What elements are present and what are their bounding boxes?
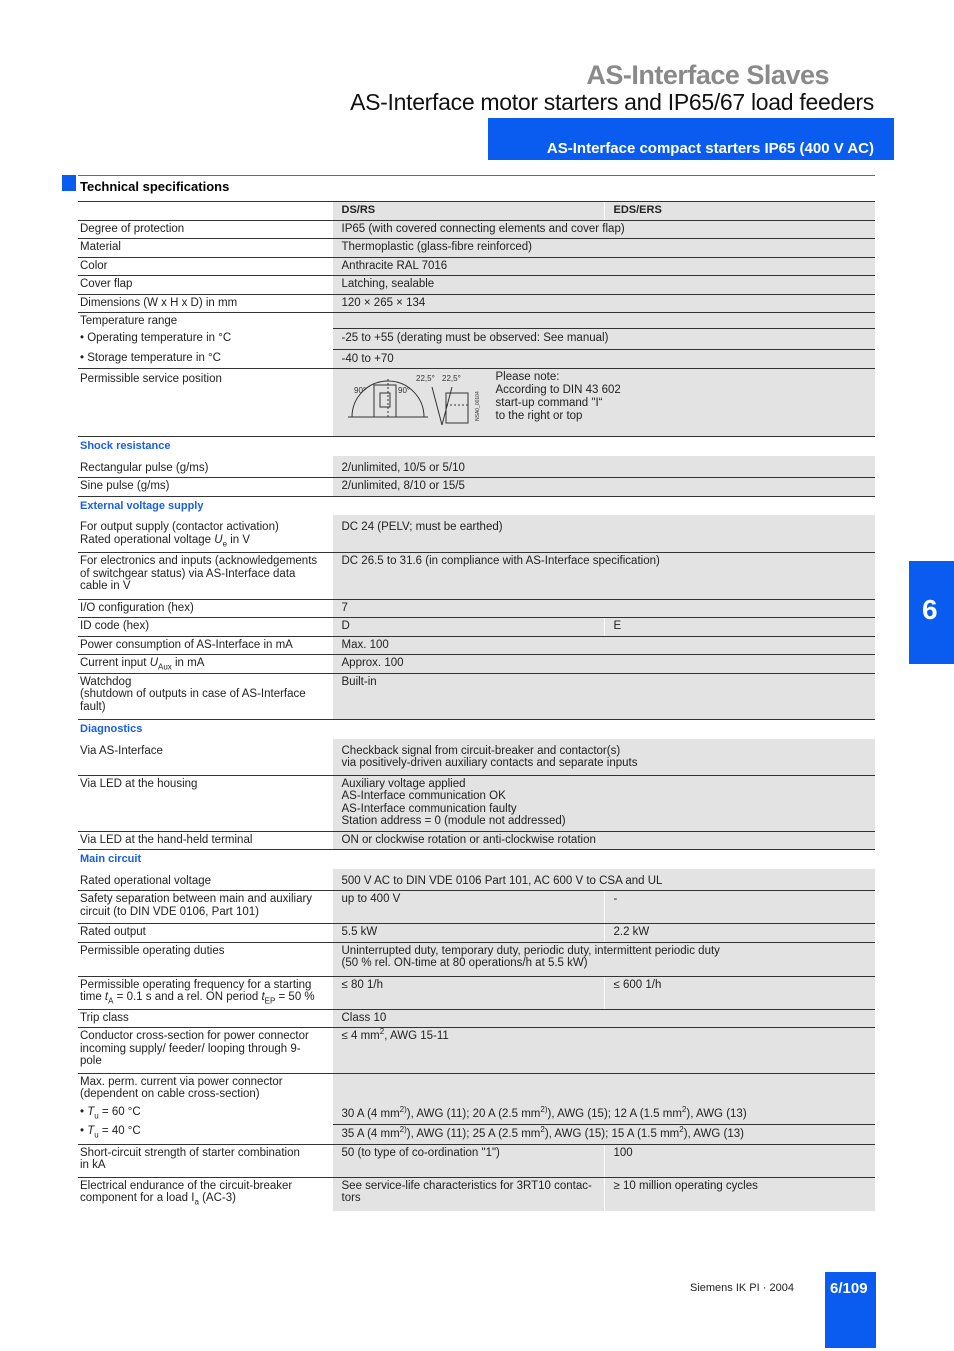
group-heading: Diagnostics: [80, 723, 143, 735]
position-note: Please note: According to DIN 43 602 start-up command "I“ to the right or top: [495, 371, 621, 422]
svg-text:22,5°: 22,5°: [441, 374, 461, 383]
row-label: Conductor cross-section for power connector incoming supply/ feeder/ looping through 9- pole: [78, 1028, 332, 1074]
row-label: Sine pulse (g/ms): [78, 478, 332, 497]
row-value: -: [604, 891, 875, 924]
row-value: 2/unlimited, 8/10 or 15/5: [332, 478, 875, 497]
table-row: [78, 739, 875, 776]
page-title: AS-Interface Slaves: [586, 60, 829, 90]
table-row: [78, 636, 875, 655]
row-value: Max. 100: [332, 636, 875, 655]
row-value: Checkback signal from circuit-breaker and contactor(s) via positively-driven auxiliary contacts and separate inputs: [332, 739, 875, 776]
chapter-tab: [909, 561, 954, 664]
row-label: Current input $U_{Aux}$ in mA: [78, 655, 332, 674]
row-value: 30 A (4 $mm^{2)}$), AWG (11); 20 A (2.5 $mm^{2)}$), AWG (15); 12 A (1.5 $mm^2$), AWG (13): [341, 1104, 747, 1120]
footer-publisher: Siemens IK PI · 2004: [690, 1282, 794, 1294]
section-marker: [62, 175, 76, 191]
row-sublabel: • Storage temperature in °C: [80, 352, 221, 364]
row-label: Trip class: [78, 1009, 332, 1028]
svg-text:NSA0_00104: NSA0_00104: [474, 391, 481, 421]
row-value: See service-life characteristics for 3RT10 contac- tors: [332, 1177, 604, 1211]
row-label: Permissible service position: [78, 369, 332, 437]
row-label: Rated output: [78, 924, 332, 943]
row-value: D: [332, 618, 604, 637]
row-value: up to 400 V: [332, 891, 604, 924]
table-row: [78, 276, 875, 295]
row-label: Color: [78, 257, 332, 276]
group-heading: Main circuit: [80, 853, 142, 865]
row-value: Anthracite RAL 7016: [332, 257, 875, 276]
group-heading: External voltage supply: [80, 499, 204, 512]
group-row: [78, 437, 875, 456]
group-row: [78, 496, 875, 515]
row-value: 35 A (4 $mm^{2)}$), AWG (11); 25 A (2.5 $mm^2$), AWG (15); 15 A (1.5 $mm^2$), AWG (13): [333, 1124, 876, 1141]
row-label: Power consumption of AS-Interface in mA: [78, 636, 332, 655]
table-row: [78, 553, 875, 600]
row-label: Material: [78, 239, 332, 258]
table-row: [78, 673, 875, 720]
row-sublabel: • Operating temperature in °C: [80, 331, 232, 344]
row-value: E: [604, 618, 875, 637]
row-value: Class 10: [332, 1009, 875, 1028]
row-label: Via AS-Interface: [78, 739, 332, 776]
row-label: Electrical endurance of the circuit-breaker component for a load $I_a$ (AC-3): [80, 1179, 293, 1207]
row-value: Approx. 100: [332, 655, 875, 674]
row-value: -25 to +55 (derating must be observed: See manual): [333, 328, 876, 345]
row-label: Via LED at the housing: [78, 775, 332, 831]
table-row: [78, 831, 875, 850]
row-label: ID code (hex): [78, 618, 332, 637]
row-value: ON or clockwise rotation or anti-clockwise rotation: [332, 831, 875, 850]
page-subtitle: AS-Interface motor starters and IP65/67 load feeders: [350, 89, 874, 115]
table-row: [78, 869, 875, 891]
group-heading: Shock resistance: [80, 440, 171, 452]
table-row: [78, 599, 875, 618]
row-value: 2/unlimited, 10/5 or 5/10: [332, 456, 875, 478]
table-row: [78, 369, 875, 437]
chapter-tab-number: 6: [922, 594, 938, 625]
table-row: [78, 257, 875, 276]
row-label: Temperature range: [80, 315, 178, 327]
group-row: [78, 850, 875, 869]
row-label: For electronics and inputs (acknowledgements of switchgear status) via AS-Interface data cable in V: [78, 553, 332, 600]
table-row: [78, 1028, 875, 1074]
row-label: For output supply (contactor activation): [80, 521, 279, 533]
row-value: ≤ 80 1/h: [332, 976, 604, 1009]
row-label: Watchdog (shutdown of outputs in case of AS-Interface fault): [78, 673, 332, 720]
row-value: 120 × 265 × 134: [332, 294, 875, 313]
row-label: Dimensions (W x H x D) in mm: [78, 294, 332, 313]
row-label: Permissible operating frequency for a starting time $t_A = 0.1$ s and a rel. ON period $t_{EP} = 50$ %: [78, 976, 332, 1009]
row-value: 7: [332, 599, 875, 618]
table-row: [78, 220, 875, 239]
table-row: [78, 478, 875, 497]
row-value: DC 26.5 to 31.6 (in compliance with AS-Interface specification): [332, 553, 875, 600]
spec-table: [78, 201, 875, 1211]
table-row: [78, 775, 875, 831]
row-label: Rated operational voltage: [78, 869, 332, 891]
table-row: [78, 942, 875, 976]
section-title: Technical specifications: [80, 179, 230, 194]
row-value: 500 V AC to DIN VDE 0106 Part 101, AC 600 V to CSA and UL: [332, 869, 875, 891]
section-banner: [488, 118, 894, 160]
table-row: [78, 1177, 875, 1211]
row-value: Thermoplastic (glass-fibre reinforced): [332, 239, 875, 258]
table-row: [78, 891, 875, 924]
table-row: [78, 655, 875, 674]
svg-text:90°: 90°: [353, 386, 366, 395]
row-value: Auxiliary voltage applied AS-Interface communication OK AS-Interface communication faulty Station address = 0 (module not addressed): [332, 775, 875, 831]
row-value: Built-in: [332, 673, 875, 720]
row-label: Safety separation between main and auxiliary circuit (to DIN VDE 0106, Part 101): [78, 891, 332, 924]
row-value: -40 to +70: [333, 349, 876, 366]
row-value: ≤ 600 1/h: [604, 976, 875, 1009]
row-label: Degree of protection: [78, 220, 332, 239]
table-row: For output supply (contactor activation) Rated operational voltage $U_e$ in V DC 24 (PELV; must be earthed): [78, 515, 875, 553]
table-header-row: [78, 202, 875, 221]
row-value: 50 (to type of co-ordination "1"): [332, 1144, 604, 1177]
page-number-box: [825, 1272, 876, 1348]
row-value: IP65 (with covered connecting elements and cover flap): [332, 220, 875, 239]
row-value: 5.5 kW: [332, 924, 604, 943]
table-row: [78, 1073, 875, 1144]
group-row: [78, 720, 875, 739]
table-row: [78, 294, 875, 313]
row-label: Max. perm. current via power connector (dependent on cable cross-section) • $T_u = 60$ °C • $T_u = 40$ °C: [78, 1073, 332, 1144]
table-row: [78, 239, 875, 258]
row-label: Short-circuit strength of starter combination in kA: [78, 1144, 332, 1177]
page-number: 6/109: [830, 1280, 868, 1297]
table-row: [78, 1144, 875, 1177]
row-value: 100: [604, 1144, 875, 1177]
row-value: Latching, sealable: [332, 276, 875, 295]
row-label: Rectangular pulse (g/ms): [78, 456, 332, 478]
table-row: [78, 313, 875, 369]
row-label: Via LED at the hand-held terminal: [78, 831, 332, 850]
mounting-position-diagram: [342, 371, 482, 429]
col-header-dsrs: DS/RS: [332, 202, 604, 221]
section-banner-text: AS-Interface compact starters IP65 (400 V AC): [546, 140, 874, 157]
table-row: [78, 924, 875, 943]
row-value: ≥ 10 million operating cycles: [604, 1177, 875, 1211]
table-row: [78, 618, 875, 637]
row-value: DC 24 (PELV; must be earthed): [332, 515, 875, 553]
svg-text:22,5°: 22,5°: [415, 374, 435, 383]
row-label: Permissible operating duties: [78, 942, 332, 976]
row-value: ≤ 4 $mm^2$, AWG 15-11: [332, 1028, 875, 1074]
row-value: 2.2 kW: [604, 924, 875, 943]
header-rule: [78, 175, 875, 176]
svg-text:90°: 90°: [397, 386, 410, 395]
row-label: Cover flap: [78, 276, 332, 295]
table-row: [78, 1009, 875, 1028]
table-row: [78, 456, 875, 478]
row-label: I/O configuration (hex): [78, 599, 332, 618]
row-value: Uninterrupted duty, temporary duty, periodic duty, intermittent periodic duty (50 % rel. ON-time at 80 operations/h at 5.5 kW): [332, 942, 875, 976]
col-header-edsers: EDS/ERS: [604, 202, 875, 221]
table-row: [78, 976, 875, 1009]
